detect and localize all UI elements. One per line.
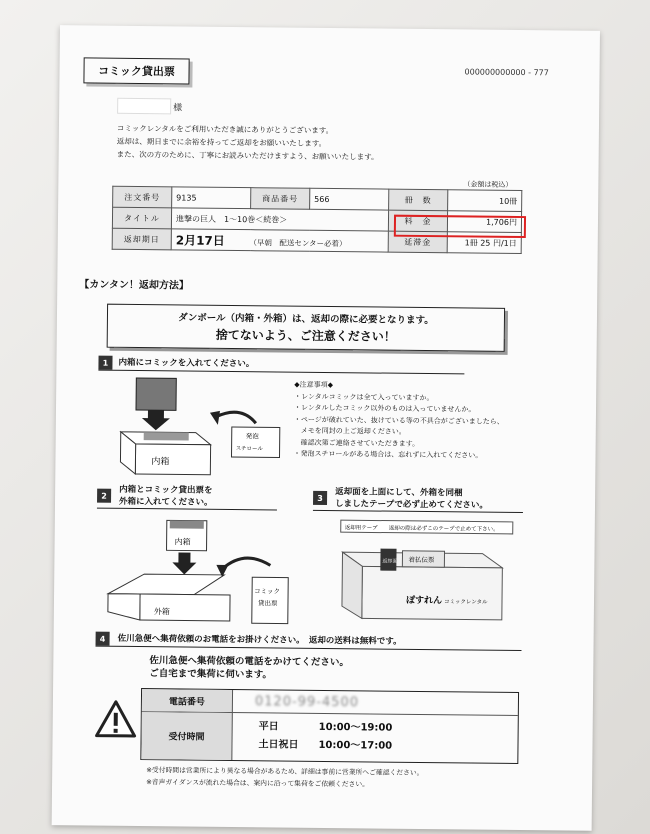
contact-box: [140, 688, 519, 764]
return-date-note: （早朝 配送センター必着）: [249, 237, 347, 248]
document-title: コミック貸出票: [83, 57, 189, 84]
caution-item: 確認次第ご連絡させていただきます。: [293, 438, 420, 448]
tape-text: 返却の際は必ずこのテープで止めて下さい。: [388, 525, 499, 533]
pickup-instructions: [149, 654, 349, 682]
footer-note: ※音声ガイダンスが流れた場合は、案内に沿って集荷をご依頼ください。: [146, 778, 369, 789]
phone-number: 0120-99-4500: [254, 693, 360, 710]
outer-box-label: 外箱: [153, 607, 170, 617]
step-4-number: 4: [96, 632, 110, 646]
step-2-illustration: [94, 516, 295, 628]
inner-box-label: 内箱: [151, 457, 170, 468]
late-fee-label: 延滞金: [388, 231, 447, 253]
step-1-text: 内箱にコミックを入れてください。: [118, 357, 255, 370]
slip-label-1: コミック: [254, 587, 281, 596]
caution-item: ・レンタルしたコミック以外のものは入っていませんか。: [293, 403, 476, 414]
document-number: 000000000000 - 777: [464, 67, 549, 78]
fee-label: 料 金: [388, 210, 447, 232]
phone-label: 電話番号: [142, 689, 233, 712]
warning-icon: [95, 700, 137, 738]
return-date-value: 2月17日: [175, 232, 225, 248]
return-date-label: 返却期日: [112, 228, 171, 250]
hours-time: 10:00～17:00: [318, 739, 393, 752]
step-4-text: 佐川急便へ集荷依頼のお電話をお掛けください。 返却の送料は無料です。: [117, 633, 402, 647]
tax-note: （金額は税込）: [463, 180, 513, 189]
hours-day: 平日: [258, 721, 279, 733]
late-fee-value: 1冊 25 円/1日: [447, 232, 521, 254]
hours-label: 受付時間: [141, 712, 232, 760]
hours-row: [141, 712, 517, 763]
return-date-cell: [171, 229, 388, 252]
greeting-line: コミックレンタルをご利用いただき誠にありがとうございます。: [116, 123, 334, 136]
caution-title: ◆注意事項◆: [294, 380, 334, 390]
caution-notes: [293, 380, 504, 463]
document-sheet: [52, 25, 600, 831]
foam-label-1: 発泡: [245, 432, 259, 441]
order-number-value: 9135: [172, 187, 251, 209]
warning-line-2: 捨てないよう、ご注意ください！: [215, 327, 396, 344]
warning-line-1: ダンボール（内箱・外箱）は、返却の際に必要となります。: [178, 312, 434, 327]
hours-list: [232, 713, 517, 763]
caution-item: メモを同封の上ご返却ください。: [293, 426, 406, 436]
step-3-number: 3: [313, 491, 327, 505]
order-number-label: 注文番号: [113, 186, 172, 208]
greeting-line: また、次の方のために、丁寧にお読みいただけますよう、お願いいたします。: [116, 149, 379, 162]
step-2-text: [119, 484, 213, 509]
product-number-label: 商品番号: [251, 188, 310, 210]
step-3-header: [313, 486, 523, 513]
customer-suffix: 様: [173, 103, 183, 114]
return-face-label: 返却面: [382, 558, 398, 565]
caution-item: ・ページが破れていた、抜けている等の不具合がございましたら、: [293, 415, 504, 426]
step-1-illustration: [105, 374, 286, 486]
product-number-value: 566: [310, 188, 389, 210]
footer-notes: [146, 764, 424, 791]
count-value: 10冊: [448, 190, 522, 212]
hours-entry: [258, 736, 517, 757]
step-2-number: 2: [97, 489, 111, 503]
customer-name-redacted: [117, 98, 171, 115]
inner-box-label-2: 内箱: [174, 537, 191, 547]
fee-value: 1,706円: [447, 211, 521, 233]
cod-slip-label: 着払伝票: [408, 555, 435, 565]
title-label: タイトル: [112, 207, 171, 229]
step-4-header: [96, 632, 522, 651]
return-method-heading: 【カンタン！返却方法】: [79, 279, 189, 292]
foam-label-2: スチロール: [235, 446, 263, 453]
step-3-illustration: [332, 518, 523, 630]
hours-day: 土日祝日: [258, 739, 299, 751]
count-label: 冊 数: [389, 189, 448, 211]
slip-label-2: 貸出票: [257, 599, 278, 608]
footer-note: ※受付時間は営業所により異なる場合があるため、詳細は事前に営業所へご確認ください。: [146, 766, 424, 778]
step-3-text-line: しましたテープで必ず止めてください。: [334, 499, 488, 511]
step-2-header: [97, 484, 277, 511]
step-2-text-line: 外箱に入れてください。: [118, 496, 213, 508]
greeting-line: 返却は、期日までに余裕を持ってご返却をお願いいたします。: [116, 136, 327, 148]
box-warning: [107, 304, 505, 352]
hours-time: 10:00～19:00: [318, 721, 393, 734]
step-1-number: 1: [98, 356, 112, 370]
step-1-header: [98, 356, 464, 375]
tape-label: 返却用テープ: [344, 525, 378, 532]
pickup-line-2: ご自宅まで集荷に伺います。: [149, 668, 273, 681]
pickup-line-1: 佐川急便へ集荷依頼の電話をかけてください。: [149, 655, 349, 669]
caution-item: ・発泡スチロールがある場合は、忘れずに入れてください。: [293, 449, 483, 460]
fee-highlight-box: [394, 215, 526, 238]
step-2-text-line: 内箱とコミック貸出票を: [119, 484, 213, 496]
greeting-text: [117, 122, 379, 164]
caution-item: ・レンタルコミックは全て入っていますか。: [294, 392, 434, 402]
brand-subtitle: コミックレンタル: [443, 599, 488, 606]
step-3-text: [335, 486, 488, 512]
brand-logo: ぽすれん: [405, 595, 443, 607]
title-value: 進撃の巨人 1～10巻＜続巻＞: [171, 208, 388, 231]
step-3-text-line: 返却面を上面にして、外箱を同梱: [335, 487, 463, 499]
